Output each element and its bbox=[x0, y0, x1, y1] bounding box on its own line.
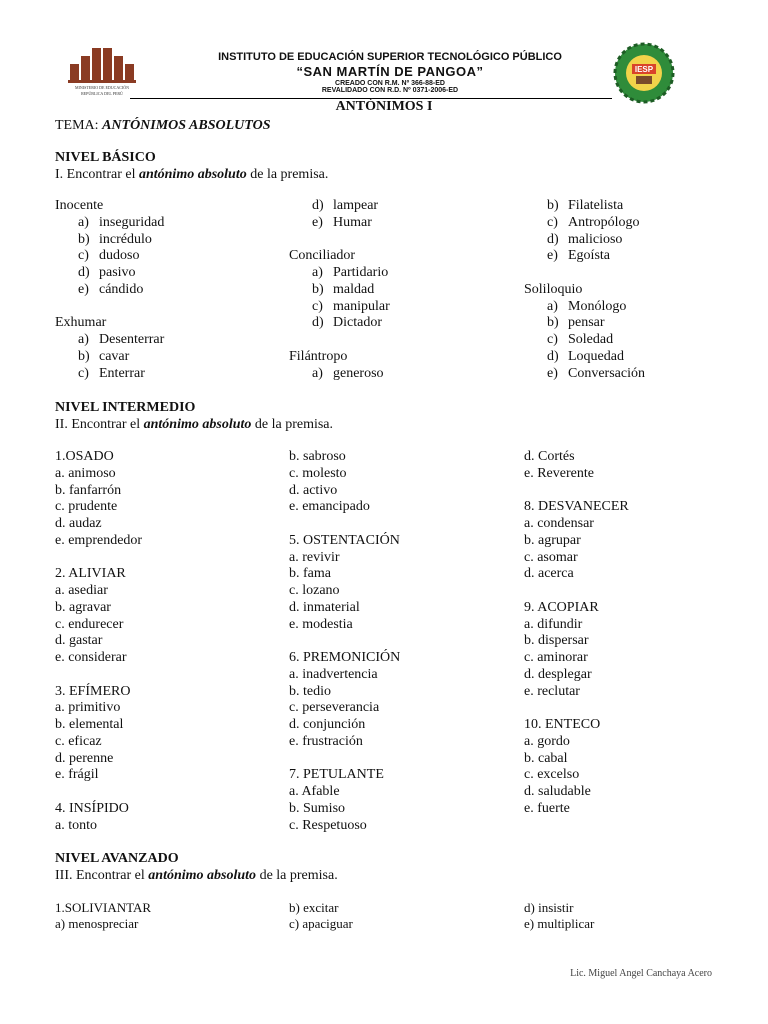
question-word: 6. PREMONICIÓN bbox=[289, 650, 401, 665]
answer-option: d. Cortés bbox=[524, 449, 575, 464]
question-word: Filántropo bbox=[289, 348, 348, 364]
question-word: 7. PETULANTE bbox=[289, 767, 384, 783]
option-text: manipular bbox=[333, 298, 390, 314]
option-text: Conversación bbox=[568, 365, 645, 381]
answer-option: a. Afable bbox=[289, 784, 340, 799]
instruction-avanzado: III. Encontrar el antónimo absoluto de la premisa. bbox=[55, 868, 338, 883]
option-text: malicioso bbox=[568, 231, 623, 247]
option-letter: c) bbox=[312, 298, 323, 314]
answer-option bbox=[55, 232, 164, 249]
answer-option bbox=[289, 265, 390, 282]
answer-option bbox=[289, 215, 390, 232]
spacer bbox=[55, 299, 164, 316]
tema-value: ANTÓNIMOS ABSOLUTOS bbox=[102, 118, 271, 133]
instruction-basico: I. Encontrar el antónimo absoluto de la premisa. bbox=[55, 167, 329, 182]
adv-option: b) excitar bbox=[289, 900, 339, 915]
answer-option: a. asediar bbox=[55, 583, 108, 598]
answer-option: d. gastar bbox=[55, 633, 103, 649]
answer-option bbox=[289, 198, 390, 215]
answer-option bbox=[55, 215, 164, 232]
option-letter: e) bbox=[78, 281, 89, 297]
answer-option bbox=[55, 265, 164, 282]
answer-option bbox=[55, 332, 164, 349]
answer-option: c. excelso bbox=[524, 767, 580, 783]
option-text: Desenterrar bbox=[99, 332, 165, 347]
answer-option: e. reclutar bbox=[524, 683, 580, 699]
option-text: Antropólogo bbox=[568, 214, 640, 230]
answer-option: e. Reverente bbox=[524, 465, 594, 481]
answer-option: e. fuerte bbox=[524, 800, 570, 816]
option-letter: e) bbox=[547, 248, 558, 264]
answer-option bbox=[524, 248, 645, 265]
adv-option: c) apaciguar bbox=[289, 916, 353, 931]
basic-column-3 bbox=[524, 198, 645, 382]
option-text: Egoísta bbox=[568, 248, 610, 264]
option-letter: d) bbox=[547, 231, 559, 247]
answer-option: d. audaz bbox=[55, 516, 102, 531]
svg-text:REPÚBLICA DEL PERÚ: REPÚBLICA DEL PERÚ bbox=[81, 91, 123, 96]
answer-option bbox=[55, 349, 164, 366]
option-text: Loquedad bbox=[568, 348, 624, 364]
spacer bbox=[55, 667, 142, 684]
answer-option: c. asomar bbox=[524, 549, 578, 565]
ministry-logo bbox=[64, 44, 140, 100]
spacer bbox=[289, 332, 390, 349]
answer-option: d. saludable bbox=[524, 784, 591, 799]
answer-option: c. prudente bbox=[55, 499, 118, 515]
answer-option bbox=[524, 349, 645, 366]
answer-option: a. revivir bbox=[289, 549, 340, 565]
answer-option: b. cabal bbox=[524, 750, 568, 766]
question-word: 8. DESVANECER bbox=[524, 499, 629, 515]
option-letter: c) bbox=[78, 248, 89, 264]
answer-option: a. condensar bbox=[524, 516, 594, 531]
answer-option: b. tedio bbox=[289, 683, 331, 699]
answer-option bbox=[524, 232, 645, 249]
option-text: cavar bbox=[99, 348, 130, 364]
answer-option: d. conjunción bbox=[289, 717, 366, 732]
answer-option: a. gordo bbox=[524, 733, 570, 749]
answer-option: c. molesto bbox=[289, 465, 347, 481]
answer-option bbox=[289, 299, 390, 316]
tema-label: TEMA: bbox=[55, 118, 103, 133]
question-word: 4. INSÍPIDO bbox=[55, 800, 129, 816]
option-letter: b) bbox=[547, 198, 559, 213]
adv-option: a) menospreciar bbox=[55, 916, 139, 931]
institute-subtitle: “SAN MARTÍN DE PANGOA” bbox=[296, 64, 484, 79]
option-text: pensar bbox=[568, 315, 605, 331]
option-letter: e) bbox=[312, 214, 323, 230]
answer-option bbox=[55, 366, 164, 383]
question-word: 2. ALIVIAR bbox=[55, 566, 126, 582]
section-heading-avanzado: NIVEL AVANZADO bbox=[55, 851, 179, 866]
option-text: incrédulo bbox=[99, 231, 152, 247]
spacer bbox=[524, 583, 629, 600]
spacer bbox=[289, 633, 400, 650]
adv-option: e) multiplicar bbox=[524, 916, 595, 931]
question-word: 1.OSADO bbox=[55, 449, 114, 464]
option-letter: a) bbox=[312, 265, 323, 280]
creation-resolution: CREADO CON R.M. Nº 366-88-ED bbox=[335, 80, 445, 87]
answer-option: e. emancipado bbox=[289, 499, 370, 515]
question-word: Conciliador bbox=[289, 248, 356, 264]
answer-option bbox=[524, 198, 645, 215]
option-letter: b) bbox=[78, 231, 90, 247]
option-letter: c) bbox=[547, 332, 558, 347]
option-letter: a) bbox=[78, 332, 89, 347]
question-word: Inocente bbox=[55, 198, 104, 213]
answer-option: b. fanfarrón bbox=[55, 482, 122, 498]
answer-option: e. considerar bbox=[55, 650, 127, 665]
basic-column-1 bbox=[55, 198, 164, 382]
answer-option: d. activo bbox=[289, 482, 338, 498]
answer-option: c. Respetuoso bbox=[289, 817, 367, 833]
mid-column-3 bbox=[524, 449, 629, 818]
question-word: 3. EFÍMERO bbox=[55, 683, 131, 699]
option-letter: e) bbox=[547, 365, 558, 381]
answer-option: d. perenne bbox=[55, 750, 114, 766]
answer-option bbox=[524, 315, 645, 332]
answer-option bbox=[524, 215, 645, 232]
answer-option: d. desplegar bbox=[524, 666, 592, 682]
question-word: 5. OSTENTACIÓN bbox=[289, 532, 400, 548]
spacer bbox=[289, 232, 390, 249]
question-word: 10. ENTECO bbox=[524, 717, 601, 732]
answer-option: b. dispersar bbox=[524, 633, 589, 649]
spacer bbox=[55, 784, 142, 801]
spacer bbox=[55, 550, 142, 567]
answer-option: b. elemental bbox=[55, 717, 124, 732]
option-text: maldad bbox=[333, 281, 375, 297]
answer-option: d. inmaterial bbox=[289, 599, 360, 615]
svg-text:IESP: IESP bbox=[634, 65, 654, 74]
option-letter: c) bbox=[78, 365, 89, 381]
option-letter: a) bbox=[312, 365, 323, 381]
section-heading-basico: NIVEL BÁSICO bbox=[55, 150, 156, 165]
option-letter: a) bbox=[78, 214, 89, 230]
question-word: Exhumar bbox=[55, 315, 107, 331]
answer-option bbox=[55, 248, 164, 265]
option-text: Monólogo bbox=[568, 298, 627, 314]
answer-option bbox=[289, 366, 390, 383]
svg-text:MINISTERIO DE EDUCACIÓN: MINISTERIO DE EDUCACIÓN bbox=[75, 85, 129, 90]
answer-option: e. frustración bbox=[289, 733, 363, 749]
option-text: Filatelista bbox=[568, 198, 624, 213]
answer-option bbox=[524, 366, 645, 383]
answer-option: c. aminorar bbox=[524, 650, 588, 665]
option-letter: a) bbox=[547, 298, 558, 314]
page-title: ANTÓNIMOS I bbox=[335, 99, 433, 114]
option-letter: b) bbox=[547, 315, 559, 331]
option-text: Soledad bbox=[568, 332, 614, 347]
answer-option bbox=[289, 315, 390, 332]
option-letter: b) bbox=[312, 281, 324, 297]
answer-option: d. acerca bbox=[524, 566, 574, 582]
option-text: dudoso bbox=[99, 248, 140, 264]
option-letter: d) bbox=[547, 348, 559, 364]
footer-author: Lic. Miguel Angel Canchaya Acero bbox=[570, 968, 712, 979]
answer-option: a. inadvertencia bbox=[289, 666, 378, 682]
adv-option: d) insistir bbox=[524, 900, 574, 915]
option-text: pasivo bbox=[99, 265, 136, 280]
answer-option: c. endurecer bbox=[55, 616, 124, 632]
answer-option: e. modestia bbox=[289, 616, 353, 632]
question-word: 9. ACOPIAR bbox=[524, 599, 599, 615]
answer-option: b. Sumiso bbox=[289, 800, 346, 816]
answer-option: c. lozano bbox=[289, 583, 340, 598]
option-text: inseguridad bbox=[99, 214, 165, 230]
answer-option: a. animoso bbox=[55, 465, 116, 481]
answer-option bbox=[289, 282, 390, 299]
answer-option: a. tonto bbox=[55, 817, 97, 833]
section-heading-intermedio: NIVEL INTERMEDIO bbox=[55, 400, 196, 415]
answer-option: b. agravar bbox=[55, 599, 111, 615]
answer-option: a. difundir bbox=[524, 616, 583, 632]
answer-option: c. eficaz bbox=[55, 733, 102, 749]
option-letter: d) bbox=[78, 265, 90, 280]
spacer bbox=[524, 700, 629, 717]
instruction-intermedio: II. Encontrar el antónimo absoluto de la premisa. bbox=[55, 417, 334, 432]
answer-option: b. agrupar bbox=[524, 532, 581, 548]
option-text: Dictador bbox=[333, 315, 382, 331]
answer-option bbox=[524, 332, 645, 349]
institute-seal-icon bbox=[612, 42, 676, 104]
answer-option bbox=[524, 299, 645, 316]
spacer bbox=[524, 265, 645, 282]
answer-option: b. fama bbox=[289, 566, 331, 582]
option-text: Partidario bbox=[333, 265, 389, 280]
tema-line bbox=[55, 117, 271, 134]
option-text: Humar bbox=[333, 214, 372, 230]
option-letter: d) bbox=[312, 198, 324, 213]
question-word: Soliloquio bbox=[524, 281, 583, 297]
answer-option: b. sabroso bbox=[289, 449, 346, 464]
answer-option: c. perseverancia bbox=[289, 700, 380, 716]
answer-option: e. emprendedor bbox=[55, 532, 143, 548]
answer-option: e. frágil bbox=[55, 767, 99, 783]
option-letter: b) bbox=[78, 348, 90, 364]
option-text: cándido bbox=[99, 281, 144, 297]
spacer bbox=[524, 483, 629, 500]
option-text: generoso bbox=[333, 365, 384, 381]
mid-column-1 bbox=[55, 449, 142, 834]
mid-column-2 bbox=[289, 449, 400, 834]
institute-name: INSTITUTO DE EDUCACIÓN SUPERIOR TECNOLÓGICO PÚBLICO bbox=[218, 51, 562, 63]
basic-column-2 bbox=[289, 198, 390, 382]
adv-item-1-title: 1.SOLIVIANTAR bbox=[55, 900, 152, 915]
answer-option: a. primitivo bbox=[55, 700, 121, 716]
revalidation-resolution: REVALIDADO CON R.D. Nº 0371-2006-ED bbox=[321, 87, 459, 94]
answer-option bbox=[55, 282, 164, 299]
option-letter: d) bbox=[312, 315, 324, 331]
option-text: Enterrar bbox=[99, 365, 145, 381]
option-text: lampear bbox=[333, 198, 379, 213]
option-letter: c) bbox=[547, 214, 558, 230]
spacer bbox=[289, 751, 400, 768]
spacer bbox=[289, 516, 400, 533]
